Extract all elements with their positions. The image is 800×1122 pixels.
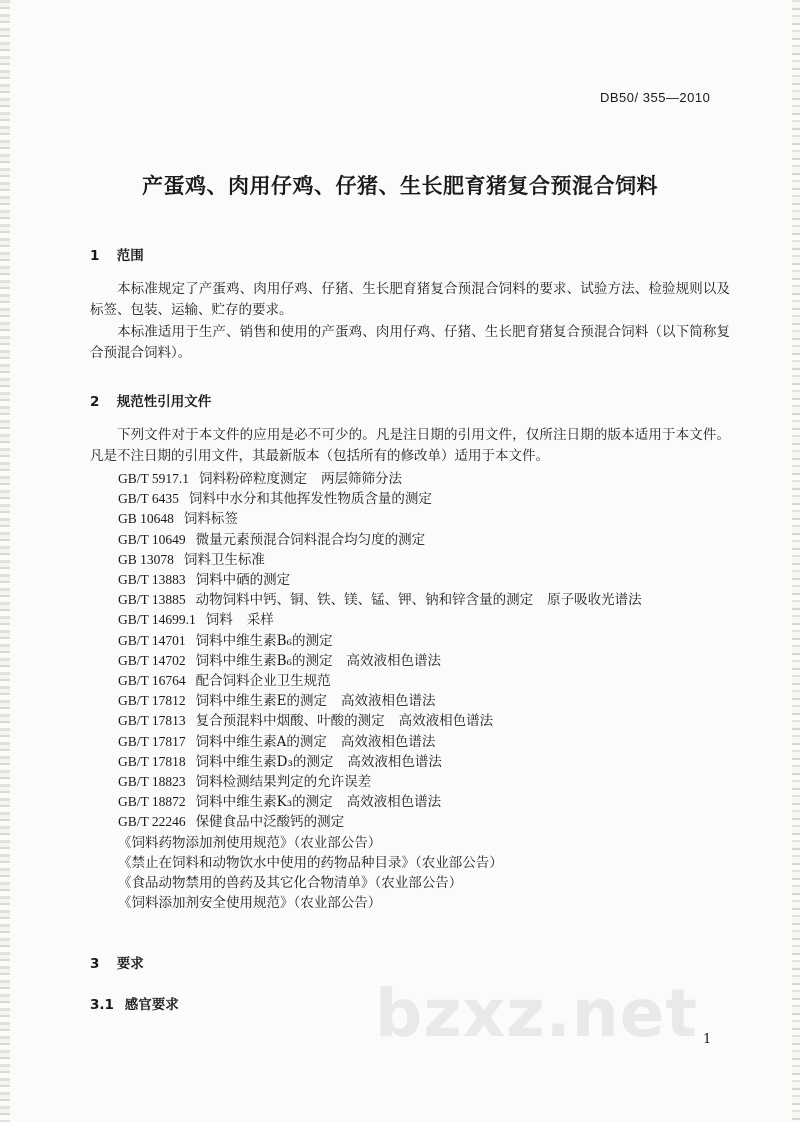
reference-title: 《食品动物禁用的兽药及其它化合物清单》（农业部公告）	[118, 875, 463, 892]
reference-code: GB/T 14702	[118, 652, 186, 668]
reference-title: 动物饲料中钙、铜、铁、镁、锰、钾、钠和锌含量的测定	[195, 592, 534, 609]
reference-title: 饲料中水分和其他挥发性物质含量的测定	[188, 491, 432, 508]
reference-method: 高效液相色谱法	[347, 753, 442, 770]
reference-code: GB/T 18823	[118, 774, 186, 790]
reference-item	[118, 752, 718, 772]
reference-item	[118, 853, 718, 873]
reference-method: 高效液相色谱法	[340, 733, 436, 750]
section-number: 1	[90, 248, 100, 264]
reference-item	[118, 610, 718, 630]
reference-title: 《饲料添加剂安全使用规范》（农业部公告）	[118, 895, 382, 912]
reference-item	[118, 509, 718, 529]
reference-title: 饲料检测结果判定的允许误差	[195, 774, 372, 791]
reference-code: GB/T 14699.1	[118, 612, 196, 628]
reference-code: GB/T 13883	[118, 572, 186, 588]
reference-item	[118, 833, 718, 853]
section-2-heading	[90, 390, 211, 410]
reference-title: 饲料中维生素K₃的测定	[195, 794, 333, 811]
reference-list	[118, 469, 718, 913]
reference-code: GB/T 14701	[118, 632, 186, 648]
reference-item	[118, 691, 718, 711]
reference-title: 配合饲料企业卫生规范	[195, 673, 331, 690]
reference-code: GB/T 16764	[118, 673, 186, 689]
document-title: 产蛋鸡、肉用仔鸡、仔猪、生长肥育猪复合预混合饲料	[142, 174, 658, 198]
section-title: 规范性引用文件	[116, 394, 212, 410]
reference-method: 高效液相色谱法	[346, 794, 442, 811]
reference-code: GB/T 10649	[118, 531, 186, 547]
reference-code: GB 13078	[118, 551, 174, 567]
reference-item	[118, 570, 718, 590]
section-title: 要求	[116, 956, 144, 972]
section-1-heading	[90, 244, 144, 264]
reference-item	[118, 631, 718, 651]
reference-code: GB/T 22246	[118, 814, 186, 830]
reference-code: GB/T 18872	[118, 794, 186, 810]
reference-title: 饲料	[205, 612, 233, 629]
reference-code: GB/T 6435	[118, 491, 179, 507]
reference-code: GB/T 17813	[118, 713, 186, 729]
reference-code: GB/T 17812	[118, 693, 186, 709]
reference-code: GB/T 5917.1	[118, 471, 190, 486]
reference-item	[118, 812, 718, 832]
reference-method: 原子吸收光谱法	[547, 592, 642, 609]
reference-item	[118, 550, 718, 570]
reference-method: 高效液相色谱法	[341, 693, 436, 710]
watermark: bzxz.net	[375, 975, 699, 1052]
reference-title: 《饲料药物添加剂使用规范》（农业部公告）	[118, 834, 382, 851]
reference-title: 饲料中维生素A的测定	[195, 733, 327, 750]
section-number: 3.1	[90, 997, 114, 1013]
reference-method: 高效液相色谱法	[398, 713, 494, 730]
reference-title: 微量元素预混合饲料混合均匀度的测定	[195, 531, 426, 548]
section-number: 2	[90, 394, 100, 410]
section-2-paragraph-1: 下列文件对于本文件的应用是必不可少的。凡是注日期的引用文件，仅所注日期的版本适用于本文件。凡是不注日期的引用文件，其最新版本（包括所有的修改单）适用于本文件。	[90, 427, 730, 464]
section-title: 感官要求	[124, 997, 179, 1013]
section-title: 范围	[116, 248, 144, 264]
section-3-heading	[90, 952, 144, 972]
scan-edge-right	[792, 0, 800, 1122]
reference-code: GB/T 13885	[118, 592, 186, 608]
page-number: 1	[703, 1032, 712, 1047]
reference-item	[118, 590, 718, 610]
reference-code: GB 10648	[118, 511, 174, 527]
section-1-paragraph-1: 本标准规定了产蛋鸡、肉用仔鸡、仔猪、生长肥育猪复合预混合饲料的要求、试验方法、检验规则以及标签、包装、运输、贮存的要求。	[90, 281, 730, 318]
reference-title: 《禁止在饲料和动物饮水中使用的药物品种目录》（农业部公告）	[118, 854, 503, 871]
reference-title: 饲料中维生素E的测定	[195, 693, 327, 710]
reference-item	[118, 893, 718, 913]
reference-item	[118, 792, 718, 812]
reference-title: 饲料卫生标准	[183, 551, 265, 568]
reference-title: 饲料中维生素B₆的测定	[195, 632, 333, 649]
reference-item	[118, 732, 718, 752]
reference-title: 饲料粉碎粒度测定	[199, 471, 308, 487]
reference-item	[118, 873, 718, 893]
reference-item	[118, 651, 718, 671]
reference-item	[118, 489, 718, 509]
section-3-1-heading	[90, 993, 179, 1013]
reference-title: 饲料标签	[183, 511, 238, 528]
reference-title: 复合预混料中烟酸、叶酸的测定	[195, 713, 385, 730]
reference-item	[118, 671, 718, 691]
reference-method: 高效液相色谱法	[346, 652, 441, 669]
reference-code: GB/T 17818	[118, 753, 186, 769]
reference-item	[118, 772, 718, 792]
reference-title: 饲料中维生素B₆的测定	[195, 652, 333, 669]
reference-item	[118, 711, 718, 731]
reference-method: 采样	[246, 612, 274, 629]
reference-item	[118, 469, 718, 489]
reference-title: 保健食品中泛酸钙的测定	[195, 814, 345, 831]
reference-title: 饲料中硒的测定	[195, 572, 291, 589]
section-number: 3	[90, 956, 100, 972]
scan-edge-left	[0, 0, 10, 1122]
reference-code: GB/T 17817	[118, 733, 186, 749]
reference-item	[118, 530, 718, 550]
section-1-paragraph-2: 本标准适用于生产、销售和使用的产蛋鸡、肉用仔鸡、仔猪、生长肥育猪复合预混合饲料（以下简称复合预混合饲料）。	[90, 324, 730, 361]
reference-method: 两层筛筛分法	[321, 471, 403, 487]
document-code: DB50/ 355—2010	[600, 90, 711, 105]
reference-title: 饲料中维生素D₃的测定	[195, 753, 334, 770]
